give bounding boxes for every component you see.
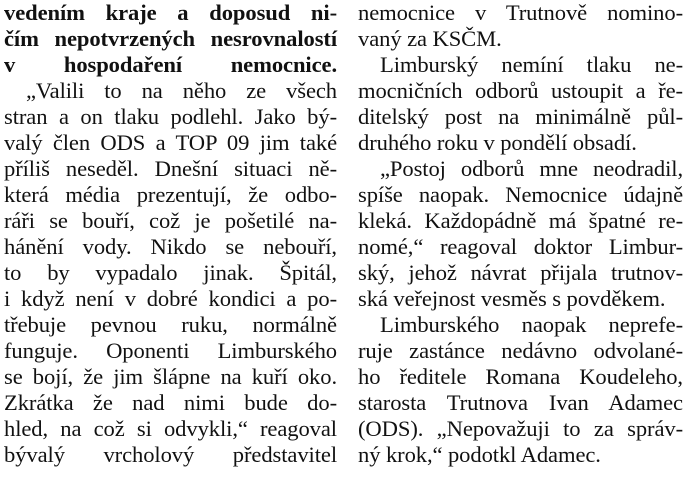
text-line: příliš neseděl. Dnešní situaci ně- xyxy=(4,156,337,181)
text-line: vaný za KSČM. xyxy=(358,26,502,51)
text-line: ho ředitele Romana Koudeleho, xyxy=(358,364,683,389)
text-line: vedením kraje a doposud ni- xyxy=(4,0,337,25)
column-gutter xyxy=(345,0,346,479)
text-line: bývalý vrcholový představitel xyxy=(4,442,337,467)
text-line: mocničních odborů ustoupit a ře- xyxy=(358,78,683,103)
article-column-left xyxy=(4,0,337,468)
text-line: hánění vody. Nikdo se nebouří, xyxy=(4,234,337,259)
text-line: to by vypadalo jinak. Špitál, xyxy=(4,260,337,285)
text-line: „Valili to na něho ze všech xyxy=(26,78,337,103)
text-line: nemocnice v Trutnově nomino- xyxy=(358,0,683,25)
text-line: druhého roku v pondělí obsadí. xyxy=(358,130,637,155)
text-line: která média prezentují, že odbo- xyxy=(4,182,337,207)
text-line: ditelský post na minimálně půl- xyxy=(358,104,683,129)
text-line: ská veřejnost vesměs s povděkem. xyxy=(358,286,666,311)
text-line: v hospodaření nemocnice. xyxy=(4,52,337,77)
text-line: starosta Trutnova Ivan Adamec xyxy=(358,390,683,415)
text-line: nomé,“ reagoval doktor Limbur- xyxy=(358,234,683,259)
text-line: funguje. Oponenti Limburského xyxy=(4,338,337,363)
article-column-right xyxy=(358,0,683,468)
text-line: ský, jehož návrat přijala trutnov- xyxy=(358,260,683,285)
text-line: se bojí, že jim šlápne na kuří oko. xyxy=(4,364,337,389)
text-line: spíše naopak. Nemocnice údajně xyxy=(358,182,683,207)
text-line: třebuje pevnou ruku, normálně xyxy=(4,312,337,337)
text-line: ruje zastánce nedávno odvolané- xyxy=(358,338,683,363)
text-line: hled, na což si odvykli,“ reagoval xyxy=(4,416,337,441)
text-line: Zkrátka že nad nimi bude do- xyxy=(4,390,337,415)
text-line: Limburský nemíní tlaku ne- xyxy=(380,52,683,77)
text-line: ráři se bouří, což je pošetilé na- xyxy=(4,208,337,233)
text-line: kleká. Každopádně má špatné re- xyxy=(358,208,683,233)
text-line: valý člen ODS a TOP 09 jim také xyxy=(4,130,337,155)
text-line: stran a on tlaku podlehl. Jako bý- xyxy=(4,104,337,129)
text-line: „Postoj odborů mne neodradil, xyxy=(380,156,683,181)
text-line: Limburského naopak neprefe- xyxy=(380,312,683,337)
text-line: ný krok,“ podotkl Adamec. xyxy=(358,442,601,467)
text-line: čím nepotvrzených nesrovnalostí xyxy=(4,26,337,51)
text-line: i když není v dobré kondici a po- xyxy=(4,286,337,311)
text-line: (ODS). „Nepovažuji to za správ- xyxy=(358,416,683,441)
